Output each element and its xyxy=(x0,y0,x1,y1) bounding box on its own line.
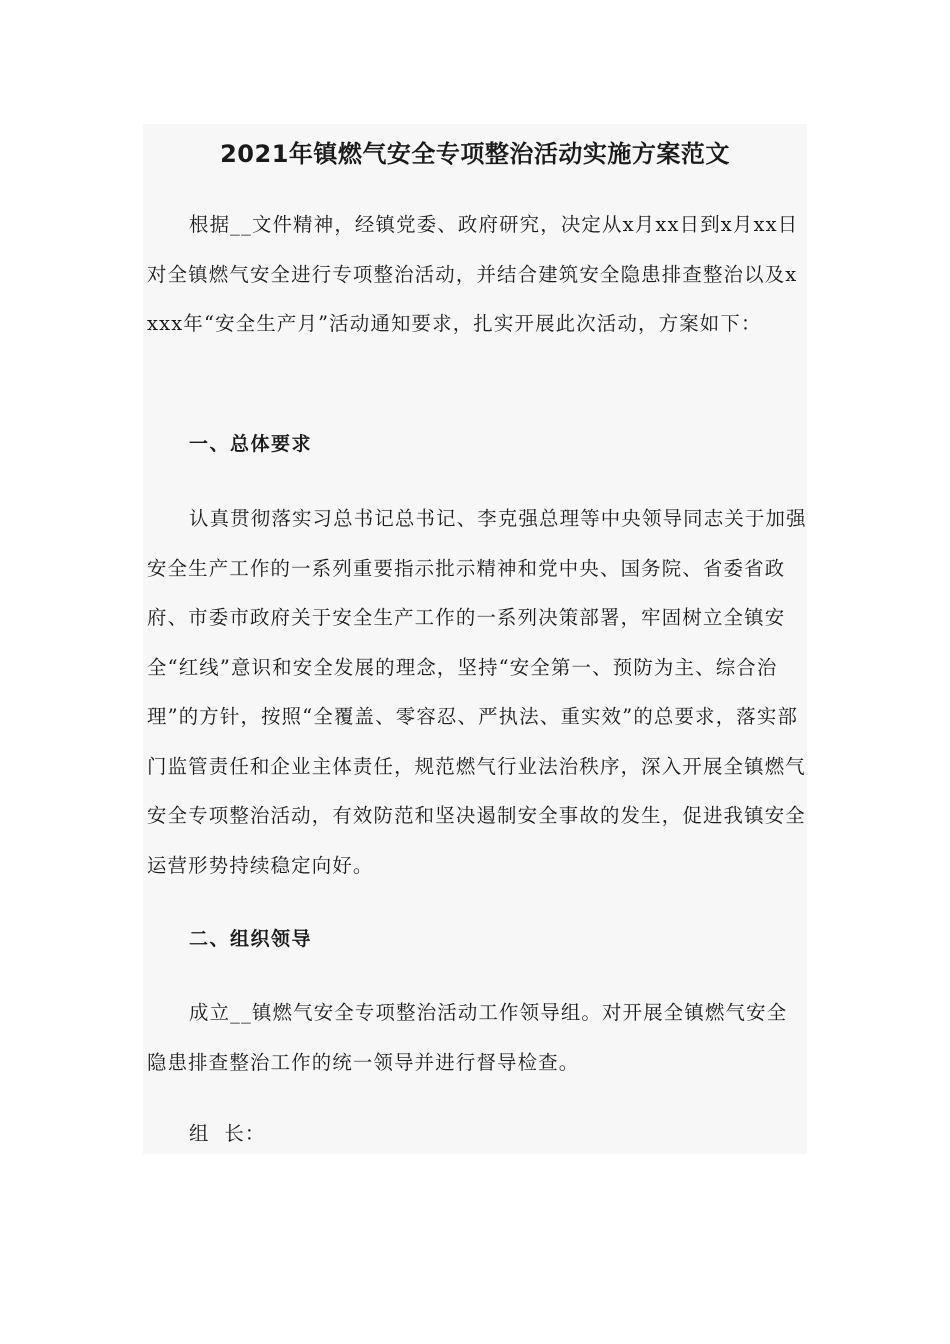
organization-paragraph: 成立__镇燃气安全专项整治活动工作领导组。对开展全镇燃气安全隐患排查整治工作的统一领导并进行督导检查。 xyxy=(147,1001,788,1074)
document-title: 2021年镇燃气安全专项整治活动实施方案范文 xyxy=(220,140,730,168)
section-heading-general-requirements: 一、总体要求 xyxy=(189,433,313,455)
document-page xyxy=(143,124,807,1154)
intro-paragraph: 根据__文件精神，经镇党委、政府研究，决定从x月xx日到x月xx日对全镇燃气安全进行专项整治活动，并结合建筑安全隐患排查整治以及xxxx年“安全生产月”活动通知要求，扎实开展此次活动，方案如下： xyxy=(147,213,799,335)
general-requirements-paragraph: 认真贯彻落实习总书记总书记、李克强总理等中央领导同志关于加强安全生产工作的一系列重要指示批示精神和党中央、国务院、省委省政府、市委市政府关于安全生产工作的一系列决策部署，牢固树立全镇安全“红线”意识和安全发展的理念，坚持“安全第一、预防为主、综合治理”的方针，按照“全覆盖、零容忍、严执法、重实效”的总要求，落实部门监管责任和企业主体责任，规范燃气行业法治秩序，深入开展全镇燃气安全专项整治活动，有效防范和坚决遏制安全事故的发生，促进我镇安全运营形势持续稳定向好。 xyxy=(147,507,807,877)
group-leader-label: 组 长： xyxy=(189,1122,266,1145)
section-heading-organization: 二、组织领导 xyxy=(189,928,313,950)
